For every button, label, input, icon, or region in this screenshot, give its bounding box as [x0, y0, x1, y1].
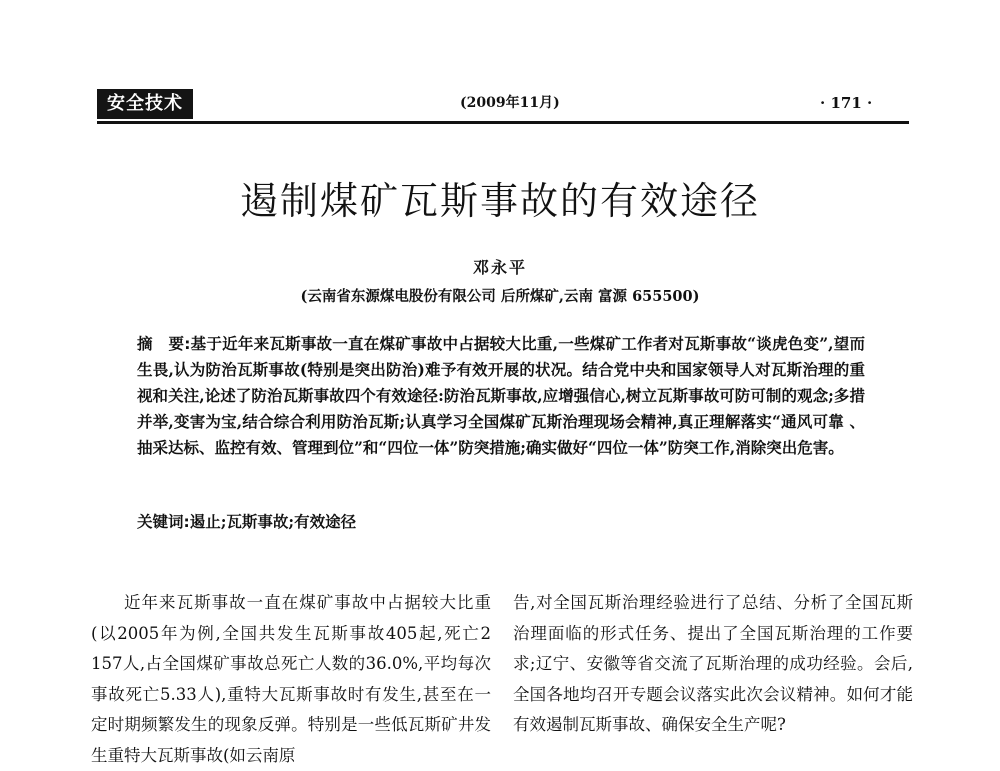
section-label: 安全技术	[97, 89, 193, 119]
keywords-text: 遏止;瓦斯事故;有效途径	[189, 512, 357, 531]
body-column-right: 告,对全国瓦斯治理经验进行了总结、分析了全国瓦斯治理面临的形式任务、提出了全国瓦斯治理的工作要求;辽宁、安徽等省交流了瓦斯治理的成功经验。会后,全国各地均召开专题会议落实此次会议精神。如何才能有效遏制瓦斯事故、确保安全生产呢?	[513, 593, 913, 734]
keywords	[137, 510, 865, 532]
article-author: 邓永平	[472, 258, 527, 277]
abstract	[137, 331, 865, 461]
abstract-label: 摘 要:	[137, 335, 191, 353]
body-column-left: 近年来瓦斯事故一直在煤矿事故中占据较大比重(以2005年为例,全国共发生瓦斯事故405起,死亡2 157人,占全国煤矿事故总死亡人数的36.0%,平均每次事故死亡5.33人),重特大瓦斯事故时有发生,甚至在一定时期频繁发生的现象反弹。特别是一些低瓦斯矿井发生重特大瓦斯事故(如云南原	[91, 593, 491, 765]
page-number: · 171 ·	[820, 94, 873, 112]
author-affiliation: (云南省东源煤电股份有限公司 后所煤矿,云南 富源 655500)	[300, 288, 700, 305]
header-divider	[97, 121, 909, 124]
keywords-label: 关键词:	[137, 513, 190, 531]
article-title: 遏制煤矿瓦斯事故的有效途径	[239, 179, 760, 223]
issue-date: (2009年11月)	[460, 95, 560, 111]
abstract-text: 基于近年来瓦斯事故一直在煤矿事故中占据较大比重,一些煤矿工作者对瓦斯事故“谈虎色变”,望而生畏,认为防治瓦斯事故(特别是突出防治)难予有效开展的状况。结合党中央和国家领导人对瓦斯治理的重视和关注,论述了防治瓦斯事故四个有效途径:防治瓦斯事故,应增强信心,树立瓦斯事故可防可制的观念;多措并举,变害为宝,结合综合利用防治瓦斯;认真学习全国煤矿瓦斯治理现场会精神,真正理解落实“通风可靠 、抽采达标、监控有效、管理到位”和“四位一体”防突措施;确实做好“四位一体”防突工作,消除突出危害。	[137, 334, 865, 457]
